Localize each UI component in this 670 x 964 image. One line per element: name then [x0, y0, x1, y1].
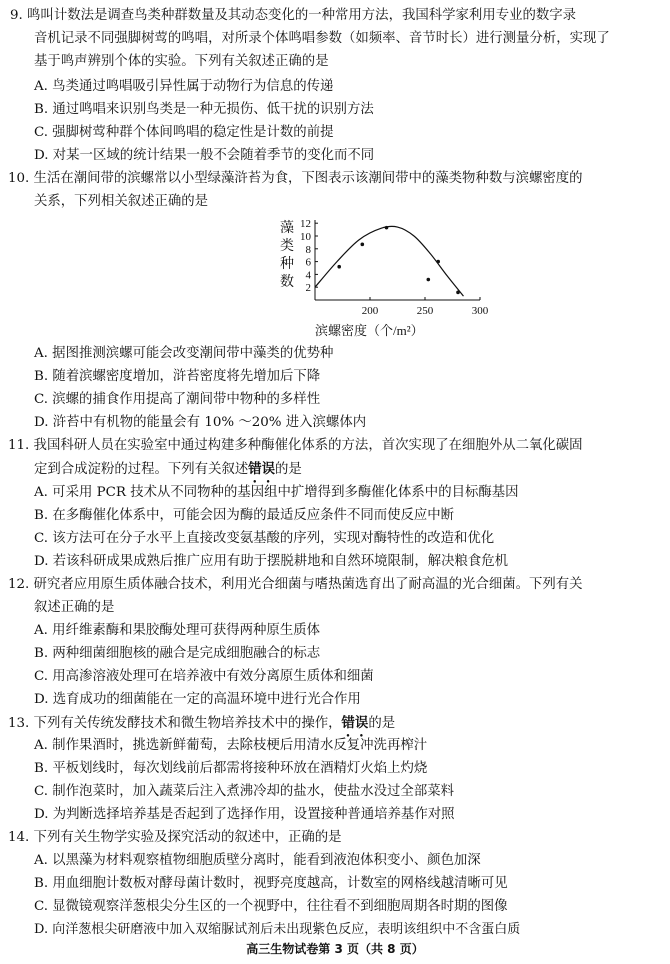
chart-fitted-curve: [315, 226, 464, 296]
chart-y-tick-label: 10: [300, 231, 311, 243]
q11-stem-line-1: 11. 我国科研人员在实验室中通过构建多种酶催化体系的方法，首次实现了在细胞外从二氧化碳固: [8, 438, 583, 453]
q14-option-d: D. 向洋葱根尖研磨液中加入双缩脲试剂后未出现紫色反应，表明该组织中不含蛋白质: [34, 922, 521, 937]
q13-option-a: A. 制作果酒时，挑选新鲜葡萄，去除枝梗后用清水反复冲洗再榨汁: [34, 738, 428, 753]
chart-x-tick-label: 200: [361, 305, 379, 317]
q10-option-b: B. 随着滨螺密度增加，浒苔密度将先增加后下降: [34, 369, 321, 384]
chart-data-point: [436, 260, 440, 264]
page-footer: 高三生物试卷第 3 页（共 8 页）: [246, 942, 424, 956]
q9-stem-line-2: 音机记录不同强脚树莺的鸣唱，对所录个体鸣唱参数（如频率、音节时长）进行测量分析，实现了: [34, 31, 610, 46]
q12-stem-line-2: 叙述正确的是: [34, 600, 115, 615]
chart-data-point: [361, 243, 365, 247]
chart-points: [337, 226, 459, 294]
q10-option-a: A. 据图推测滨螺可能会改变潮间带中藻类的优势种: [34, 346, 334, 361]
q13-stem-pre: 13. 下列有关传统发酵技术和微生物培养技术中的操作，: [8, 716, 342, 731]
q12-option-a: A. 用纤维素酶和果胶酶处理可获得两种原生质体: [34, 623, 320, 638]
chart-ylabel-char-0: 藻: [280, 221, 294, 236]
q9-stem-line-3: 基于鸣声辨别个体的实验。下列有关叙述正确的是: [34, 54, 329, 69]
chart-x-tick-label: 300: [471, 305, 489, 317]
chart-y-tick-label: 4: [305, 269, 311, 282]
chart-data-point: [427, 278, 431, 282]
q10-option-d: D. 浒苔中有机物的能量会有 10% ～20% 进入滨螺体内: [34, 415, 367, 430]
q9-stem-line-1: 9. 鸣叫计数法是调查鸟类种群数量及其动态变化的一种常用方法，我国科学家利用专业的数字录: [10, 8, 577, 23]
chart-data-point: [337, 265, 341, 269]
q12-option-d: D. 选育成功的细菌能在一定的高温环境中进行光合作用: [34, 692, 361, 707]
chart-axes: [315, 220, 480, 300]
chart-y-tick-label: 2: [305, 282, 311, 295]
q14-stem: 14. 下列有关生物学实验及探究活动的叙述中，正确的是: [8, 830, 342, 845]
chart-y-tick-label: 8: [305, 243, 311, 256]
chart-xlabel: 滨螺密度（个/m²）: [315, 323, 424, 338]
q14-option-b: B. 用血细胞计数板对酵母菌计数时，视野亮度越高，计数室的网格线越清晰可见: [34, 876, 508, 891]
q12-stem-line-1: 12. 研究者应用原生质体融合技术，利用光合细菌与嗜热菌选育出了耐高温的光合细菌。下列有关: [8, 577, 583, 592]
q11-option-c: C. 该方法可在分子水平上直接改变氨基酸的序列，实现对酶特性的改造和优化: [34, 531, 495, 546]
q11-stem-pre: 定到合成淀粉的过程。下列有关叙述: [34, 462, 249, 477]
q12-option-b: B. 两种细菌细胞核的融合是完成细胞融合的标志: [34, 646, 321, 661]
q13-option-c: C. 制作泡菜时，加入蔬菜后注入煮沸冷却的盐水，使盐水没过全部菜料: [34, 784, 454, 799]
chart-x-tick-label: 250: [416, 305, 434, 317]
q10-stem-line-2: 关系，下列相关叙述正确的是: [34, 194, 209, 209]
chart-ylabel-char-3: 数: [280, 275, 294, 290]
q13-option-b: B. 平板划线时，每次划线前后都需将接种环放在酒精灯火焰上灼烧: [34, 761, 428, 776]
q11-option-d: D. 若该科研成果成熟后推广应用有助于摆脱耕地和自然环境限制，解决粮食危机: [34, 554, 509, 569]
q10-option-c: C. 滨螺的捕食作用提高了潮间带中物种的多样性: [34, 392, 321, 407]
q9-option-b: B. 通过鸣唱来识别鸟类是一种无损伤、低干扰的识别方法: [34, 102, 374, 117]
chart-data-point: [385, 226, 389, 230]
q10-stem-line-1: 10. 生活在潮间带的滨螺常以小型绿藻浒苔为食，下图表示该潮间带中的藻类物种数与滨螺密度的: [8, 171, 583, 186]
chart-ticks: [300, 218, 489, 317]
chart-ylabel-char-2: 种: [280, 257, 294, 272]
chart-y-tick-label: 12: [300, 218, 311, 231]
q10-chart: [270, 215, 510, 340]
chart-data-point: [456, 291, 460, 295]
q13-option-d: D. 为判断选择培养基是否起到了选择作用，设置接种普通培养基作对照: [34, 807, 455, 822]
q11-option-b: B. 在多酶催化体系中，可能会因为酶的最适反应条件不同而使反应中断: [34, 508, 455, 523]
q13-stem-post: 的是: [368, 716, 396, 731]
q9-option-d: D. 对某一区域的统计结果一般不会随着季节的变化而不同: [34, 148, 375, 163]
q11-emphasis: 错误: [248, 461, 276, 477]
chart-ylabel-char-1: 类: [280, 239, 294, 254]
chart-y-tick-label: 6: [305, 256, 311, 269]
q11-stem-post: 的是: [275, 462, 302, 477]
q14-option-a: A. 以黑藻为材料观察植物细胞质壁分离时，能看到液泡体积变小、颜色加深: [34, 853, 481, 868]
q9-option-a: A. 鸟类通过鸣唱吸引异性属于动物行为信息的传递: [34, 79, 334, 94]
q14-option-c: C. 显微镜观察洋葱根尖分生区的一个视野中，往往看不到细胞周期各时期的图像: [34, 899, 508, 914]
q11-option-a: A. 可采用 PCR 技术从不同物种的基因组中扩增得到多酶催化体系中的目标酶基因: [34, 485, 519, 500]
q12-option-c: C. 用高渗溶液处理可在培养液中有效分离原生质体和细菌: [34, 669, 374, 684]
q13-emphasis: 错误: [341, 715, 369, 731]
q9-option-c: C. 强脚树莺种群个体间鸣唱的稳定性是计数的前提: [34, 125, 334, 140]
